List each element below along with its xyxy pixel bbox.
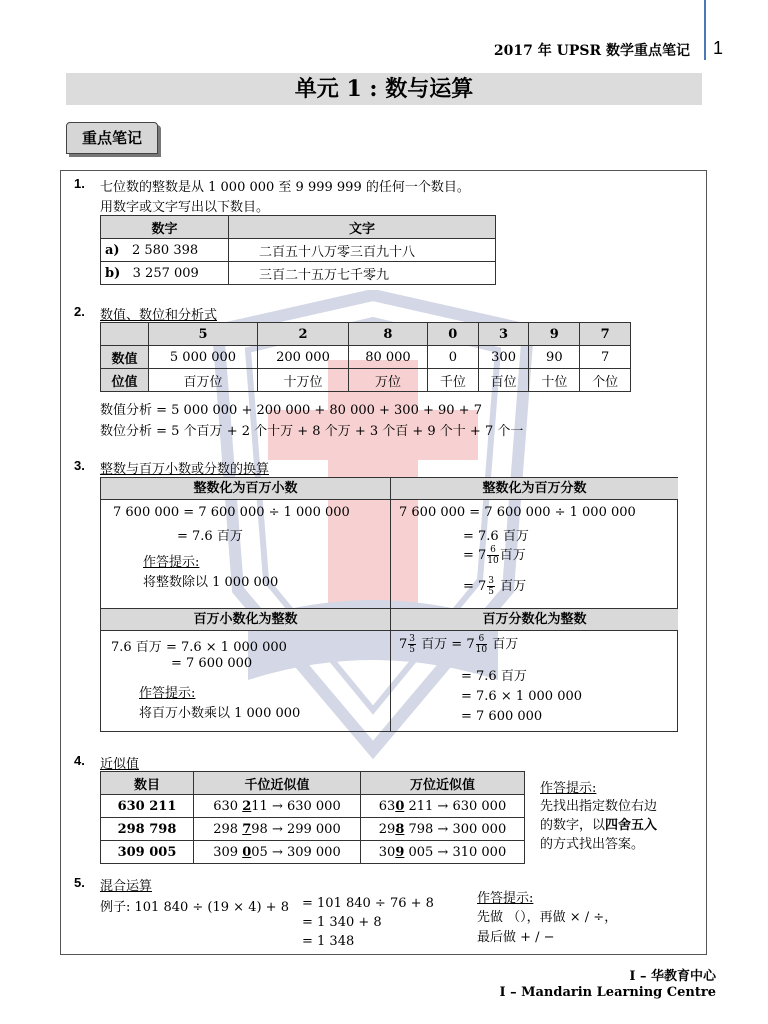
row-label: b) (105, 265, 121, 281)
table-row (101, 369, 631, 392)
table-row (101, 262, 496, 285)
number-cell: 309 005 (101, 841, 194, 864)
table-row (101, 795, 525, 818)
conversion-header: 百万小数化为整数 (101, 609, 390, 631)
section-1-line1: 七位数的整数是从 1 000 000 至 9 999 999 的任何一个数目。 (100, 180, 470, 195)
digit-header: 0 (427, 323, 478, 346)
working-line: = 7.6 百万 (177, 529, 243, 544)
thousand-cell: 309 005 → 309 000 (194, 841, 361, 864)
operation-tip-line2: 最后做 + / − (477, 930, 555, 945)
tip-text: 将百万小数乘以 1 000 000 (139, 706, 301, 721)
section-4-number: 4. (74, 753, 85, 768)
example-line: 例子: 101 840 ÷ (19 × 4) + 8 (100, 900, 289, 915)
section-2-number: 2. (74, 304, 85, 319)
table-header-blank (101, 323, 149, 346)
table-header: 千位近似值 (194, 772, 361, 795)
value-cell: 7 (580, 346, 631, 369)
digit-header: 9 (529, 323, 580, 346)
value-cell: 80 000 (348, 346, 427, 369)
digit-header: 5 (149, 323, 258, 346)
footer-centre-name-english: I – Mandarin Learning Centre (499, 985, 716, 1000)
example-line: = 1 348 (302, 934, 355, 949)
digit-header: 8 (348, 323, 427, 346)
table-header: 数字 (101, 216, 229, 239)
value-cell: 0 (427, 346, 478, 369)
place-cell: 十万位 (257, 369, 348, 392)
example-line: = 101 840 ÷ 76 + 8 (302, 896, 434, 911)
rounding-tip-line2: 的数字，以四舍五入 (540, 818, 658, 833)
conversion-header: 整数化为百万分数 (391, 478, 678, 500)
page-number: 1 (713, 38, 724, 58)
divider (390, 478, 391, 731)
working-line: 7 $\frac{3}{5}$ 百万 = 7 $\frac{6}{10}$ 百万 (399, 634, 519, 655)
working-line: 7.6 百万 = 7.6 × 1 000 000 (111, 640, 287, 655)
table-row (101, 346, 631, 369)
table-header: 文字 (229, 216, 496, 239)
table-header: 万位近似值 (361, 772, 525, 795)
thousand-cell: 298 798 → 299 000 (194, 818, 361, 841)
footer-centre-name: I – 华教育中心 (629, 969, 716, 984)
value-cell: 5 000 000 (149, 346, 258, 369)
notes-tab: 重点笔记 (66, 122, 158, 154)
conversion-header: 整数化为百万小数 (101, 478, 390, 500)
place-cell: 个位 (580, 369, 631, 392)
ten-thousand-cell: 298 798 → 300 000 (361, 818, 525, 841)
row-number: 3 257 009 (132, 265, 199, 281)
section-3-number: 3. (74, 458, 85, 473)
working-line: = 7 600 000 (171, 656, 253, 671)
working-line: = 7.6 百万 (463, 529, 529, 544)
example-line: = 1 340 + 8 (302, 915, 382, 930)
ten-thousand-cell: 630 211 → 630 000 (361, 795, 525, 818)
working-line: = 7.6 × 1 000 000 (461, 689, 583, 704)
section-2-title: 数值、数位和分析式 (100, 308, 218, 323)
working-line: 7 600 000 = 7 600 000 ÷ 1 000 000 (399, 505, 636, 520)
section-5-number: 5. (74, 875, 85, 890)
place-cell: 万位 (348, 369, 427, 392)
section-1-line2: 用数字或文字写出以下数目。 (100, 200, 270, 215)
operation-tip-heading: 作答提示: (477, 891, 534, 906)
working-line: = 7 600 000 (461, 709, 543, 724)
rounding-table (100, 771, 525, 864)
value-analysis: 数值分析 = 5 000 000 + 200 000 + 80 000 + 300 + 90 + 7 (100, 403, 482, 418)
table-row (101, 818, 525, 841)
rounding-tip-line3: 的方式找出答案。 (540, 837, 645, 852)
row-number: 2 580 398 (131, 242, 199, 258)
tip-heading: 作答提示: (143, 555, 200, 570)
place-cell: 千位 (427, 369, 478, 392)
number-cell: 630 211 (101, 795, 194, 818)
working-line: = 7.6 百万 (461, 669, 527, 684)
section-4-title: 近似值 (100, 757, 140, 772)
digit-header: 2 (257, 323, 348, 346)
place-analysis: 数位分析 = 5 个百万 + 2 个十万 + 8 个万 + 3 个百 + 9 个十 + 7 个一 (100, 424, 524, 439)
conversion-header: 百万分数化为整数 (391, 609, 678, 631)
conversion-table (100, 477, 678, 732)
value-cell: 90 (529, 346, 580, 369)
row-header: 数值 (101, 346, 149, 369)
page-header-title: 2017 年 UPSR 数学重点笔记 (493, 43, 690, 59)
rounding-tip-line1: 先找出指定数位右边 (540, 799, 658, 814)
table-row (101, 239, 496, 262)
digit-header: 7 (580, 323, 631, 346)
thousand-cell: 630 211 → 630 000 (194, 795, 361, 818)
ten-thousand-cell: 309 005 → 310 000 (361, 841, 525, 864)
table-header: 数目 (101, 772, 194, 795)
working-line: = 7 $\frac{3}{5}$ 百万 (463, 576, 527, 597)
header-rule (704, 0, 706, 60)
unit-title: 单元 1 : 数与运算 (66, 73, 702, 105)
value-cell: 200 000 (257, 346, 348, 369)
row-words: 三百二十五万七千零九 (229, 262, 496, 285)
place-cell: 百位 (478, 369, 529, 392)
operation-tip-line1: 先做 （），再做 × / ÷， (477, 910, 618, 925)
working-line: 7 600 000 = 7 600 000 ÷ 1 000 000 (113, 505, 350, 520)
row-header: 位值 (101, 369, 149, 392)
value-cell: 300 (478, 346, 529, 369)
place-cell: 十位 (529, 369, 580, 392)
digit-header: 3 (478, 323, 529, 346)
section-1-number: 1. (74, 176, 85, 191)
place-cell: 百万位 (149, 369, 258, 392)
number-cell: 298 798 (101, 818, 194, 841)
section-3-title: 整数与百万小数或分数的换算 (100, 462, 270, 477)
tip-text: 将整数除以 1 000 000 (143, 575, 279, 590)
row-label: a) (105, 242, 120, 258)
table-row (101, 841, 525, 864)
working-line: = 7 $\frac{6}{10}$ 百万 (463, 545, 526, 566)
tip-heading: 作答提示: (139, 686, 196, 701)
place-value-table (100, 322, 631, 392)
section-5-title: 混合运算 (100, 879, 153, 894)
rounding-tip-heading: 作答提示: (540, 781, 597, 796)
number-words-table (100, 215, 496, 285)
row-words: 二百五十八万零三百九十八 (229, 239, 496, 262)
